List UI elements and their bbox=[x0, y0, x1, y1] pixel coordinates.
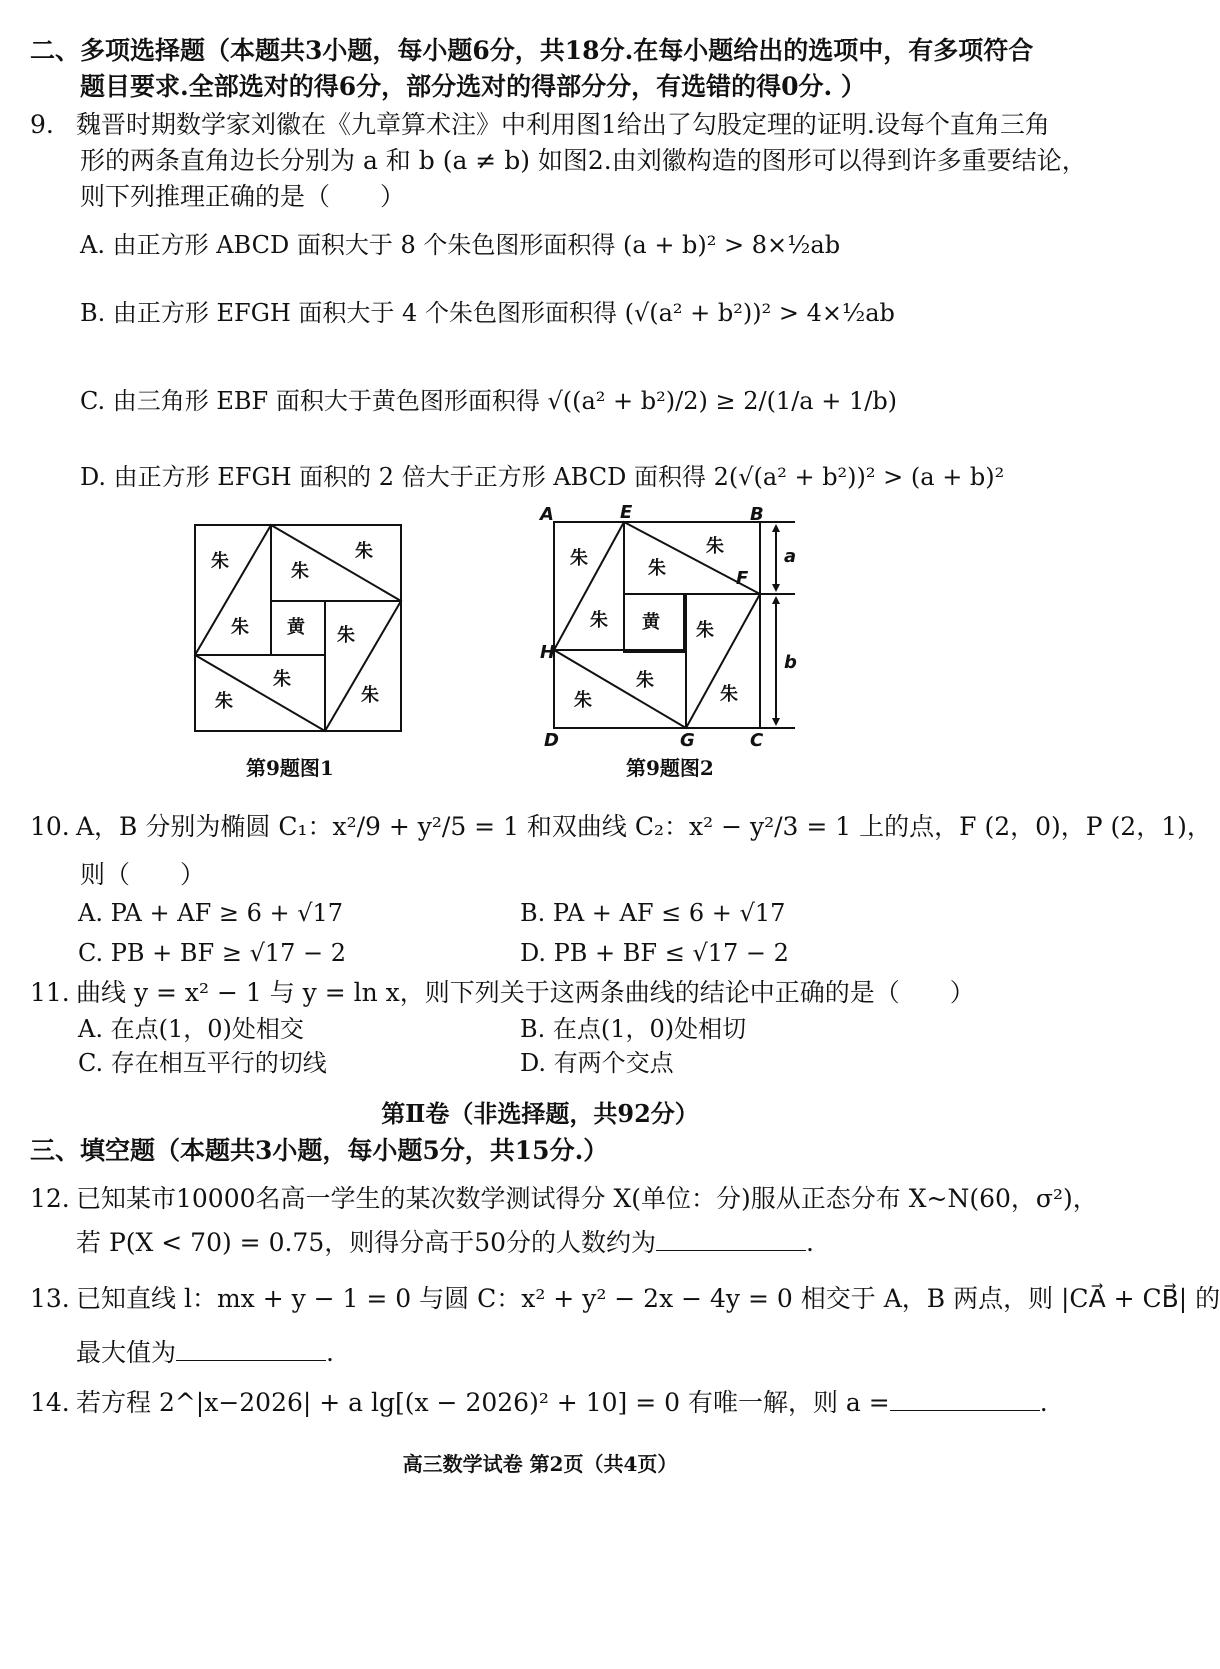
q12-stem-line-2 bbox=[76, 1226, 1050, 1260]
fig2-red-label-7: 朱 bbox=[574, 690, 592, 711]
q13-tail: . bbox=[326, 1338, 334, 1367]
q14-answer-blank[interactable] bbox=[890, 1388, 1040, 1411]
fig2-yellow-label: 黄 bbox=[642, 612, 660, 633]
q14-stem: 若方程 2^|x−2026| + a lg[(x − 2026)² + 10] = 0 有唯一解，则 a = bbox=[76, 1388, 890, 1417]
q10-option-a: A. PA + AF ≥ 6 + √17 bbox=[78, 899, 344, 927]
q13-stem-line-1 bbox=[30, 1282, 1220, 1316]
fig2-red-label-3: 朱 bbox=[706, 536, 724, 557]
q9-stem-line-3: 则下列推理正确的是（ ） bbox=[80, 182, 406, 211]
q9-option-a: A. 由正方形 ABCD 面积大于 8 个朱色图形面积得 (a + b)² > 8×½ab bbox=[80, 231, 841, 259]
q9-option-d: D. 由正方形 EFGH 面积的 2 倍大于正方形 ABCD 面积得 2(√(a² + b²))² > (a + b)² bbox=[80, 463, 1005, 491]
q9-stem-line-2: 形的两条直角边长分别为 a 和 b (a ≠ b) 如图2.由刘徽构造的图形可以得到许多重要结论， bbox=[80, 146, 1087, 175]
q10-stem-line-1 bbox=[30, 810, 1212, 844]
q9-figure-2-caption: 第9题图2 bbox=[626, 756, 714, 780]
q10-number: 10. bbox=[30, 812, 70, 841]
fig2-vertex-f: F bbox=[736, 568, 749, 589]
fig2-red-label-4: 朱 bbox=[590, 610, 608, 631]
q13-stem-line-2 bbox=[76, 1336, 1050, 1370]
fig2-vertex-g: G bbox=[680, 730, 695, 751]
q11-stem: 曲线 y = x² − 1 与 y = ln x，则下列关于这两条曲线的结论中正确的是（ ） bbox=[76, 978, 975, 1007]
q14-number: 14. bbox=[30, 1388, 70, 1417]
q9-option-c: C. 由三角形 EBF 面积大于黄色图形面积得 √((a² + b²)/2) ≥ 2/(1/a + 1/b) bbox=[80, 387, 898, 415]
q9-figure-1-caption: 第9题图1 bbox=[246, 756, 334, 780]
fig2-side-b: b bbox=[784, 652, 797, 673]
q13-answer-blank[interactable] bbox=[176, 1338, 326, 1361]
q9-number: 9. bbox=[30, 110, 54, 139]
fig2-red-label-6: 朱 bbox=[636, 670, 654, 691]
fig2-vertex-c: C bbox=[750, 730, 764, 751]
q9-stem-line-1 bbox=[30, 108, 1050, 142]
fig2-red-label-8: 朱 bbox=[720, 684, 738, 705]
q10-option-b: B. PA + AF ≤ 6 + √17 bbox=[520, 899, 786, 927]
fig1-red-label-6: 朱 bbox=[273, 669, 291, 690]
fig1-red-label-7: 朱 bbox=[215, 691, 233, 712]
fig1-red-label-1: 朱 bbox=[211, 551, 229, 572]
q10-option-d: D. PB + BF ≤ √17 − 2 bbox=[520, 939, 789, 967]
fig2-vertex-h: H bbox=[540, 642, 556, 663]
fig1-yellow-label: 黄 bbox=[287, 617, 305, 638]
q11-option-b: B. 在点(1，0)处相切 bbox=[520, 1015, 747, 1043]
q10-option-c: C. PB + BF ≥ √17 − 2 bbox=[78, 939, 347, 967]
q11-option-c: C. 存在相互平行的切线 bbox=[78, 1049, 327, 1077]
fig2-red-label-5: 朱 bbox=[696, 620, 714, 641]
q11-number: 11. bbox=[30, 978, 70, 1007]
fig2-side-a: a bbox=[784, 546, 797, 567]
page-footer: 高三数学试卷 第2页（共4页） bbox=[402, 1452, 678, 1476]
fig2-vertex-a: A bbox=[540, 504, 554, 525]
fig1-red-label-5: 朱 bbox=[337, 625, 355, 646]
q10-stem-1: A，B 分别为椭圆 C₁：x²/9 + y²/5 = 1 和双曲线 C₂：x² − y²/3 = 1 上的点，F (2，0)，P (2，1)， bbox=[76, 812, 1212, 841]
q9-figure-2 bbox=[540, 500, 840, 750]
q13-stem-2: 最大值为 bbox=[76, 1338, 177, 1367]
q11-option-a: A. 在点(1，0)处相交 bbox=[78, 1015, 304, 1043]
fig1-red-label-4: 朱 bbox=[231, 617, 249, 638]
q11-stem-line bbox=[30, 976, 1050, 1010]
q14-stem-wrap bbox=[76, 1386, 1048, 1420]
part-2-title: 第Ⅱ卷（非选择题，共92分） bbox=[381, 1099, 699, 1128]
q9-figure-1 bbox=[185, 515, 415, 735]
q12-stem-1: 已知某市10000名高一学生的某次数学测试得分 X(单位：分)服从正态分布 X~N(60，σ²)， bbox=[76, 1184, 1098, 1213]
fig2-vertex-e: E bbox=[620, 502, 633, 523]
fig2-vertex-d: D bbox=[544, 730, 559, 751]
q14-tail: . bbox=[1039, 1388, 1048, 1417]
fig1-red-label-3: 朱 bbox=[355, 541, 373, 562]
q12-stem-2: 若 P(X < 70) = 0.75，则得分高于50分的人数约为 bbox=[76, 1228, 657, 1257]
fig1-red-label-8: 朱 bbox=[361, 685, 379, 706]
q12-answer-blank[interactable] bbox=[656, 1228, 806, 1251]
q11-option-d: D. 有两个交点 bbox=[520, 1049, 674, 1077]
q10-stem-line-2: 则（ ） bbox=[80, 860, 206, 889]
q12-number: 12. bbox=[30, 1184, 70, 1213]
q12-tail: . bbox=[806, 1228, 814, 1257]
fig2-red-label-2: 朱 bbox=[648, 558, 666, 579]
q14-stem-line bbox=[30, 1386, 1050, 1420]
q9-option-b: B. 由正方形 EFGH 面积大于 4 个朱色图形面积得 (√(a² + b²))² > 4×½ab bbox=[80, 299, 895, 327]
q9-stem-1: 魏晋时期数学家刘徽在《九章算术注》中利用图1给出了勾股定理的证明.设每个直角三角 bbox=[76, 110, 1050, 139]
section-3-header: 三、填空题（本题共3小题，每小题5分，共15分.） bbox=[30, 1136, 609, 1165]
section-2-header-line-2: 题目要求.全部选对的得6分，部分选对的得部分分，有选错的得0分. ） bbox=[80, 72, 866, 101]
q12-stem-line-1 bbox=[30, 1182, 1098, 1216]
q13-stem-1: 已知直线 l：mx + y − 1 = 0 与圆 C：x² + y² − 2x − 4y = 0 相交于 A，B 两点，则 |CA⃗ + CB⃗| 的 bbox=[76, 1284, 1220, 1313]
q13-number: 13. bbox=[30, 1284, 70, 1313]
section-2-header-line-1: 二、多项选择题（本题共3小题，每小题6分，共18分.在每小题给出的选项中，有多项符合 bbox=[30, 36, 1034, 65]
fig2-red-label-1: 朱 bbox=[570, 548, 588, 569]
fig1-red-label-2: 朱 bbox=[291, 561, 309, 582]
fig2-vertex-b: B bbox=[750, 504, 764, 525]
